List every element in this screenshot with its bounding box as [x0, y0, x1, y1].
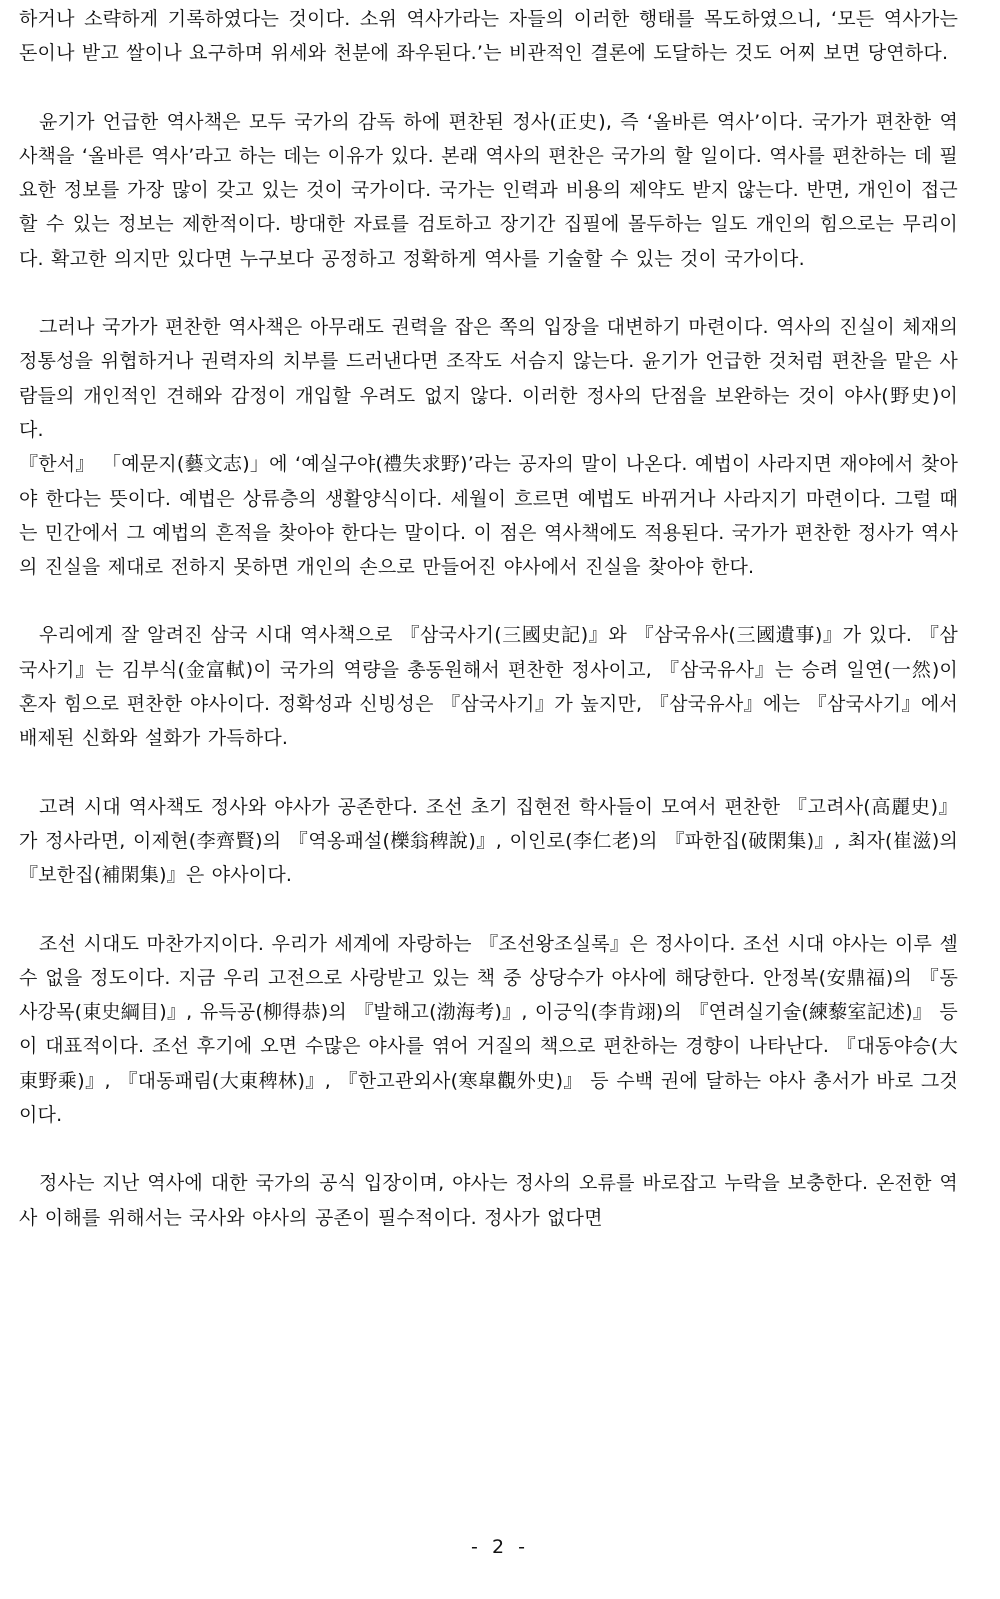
paragraph-continued: 하거나 소략하게 기록하였다는 것이다. 소위 역사가라는 자들의 이러한 행태를 목도하였으니, ‘모든 역사가는 돈이나 받고 쌀이나 요구하며 위세와 천분에 좌우된다.’는 비관적인 결론에 도달하는 것도 어찌 보면 당연하다.	[19, 8, 958, 65]
paragraph-three-kingdoms: 우리에게 잘 알려진 삼국 시대 역사책으로 『삼국사기(三國史記)』와 『삼국유사(三國遺事)』가 있다. 『삼국사기』는 김부식(金富軾)이 국가의 역량을 총동원해서 편찬한 정사이고, 『삼국유사』는 승려 일연(一然)이 혼자 힘으로 편찬한 야사이다. 정확성과 신빙성은 『삼국사기』가 높지만, 『삼국유사』에는 『삼국사기』에서 배제된 신화와 설화가 가득하다.	[19, 624, 958, 750]
paragraph-goryeo: 고려 시대 역사책도 정사와 야사가 공존한다. 조선 초기 집현전 학사들이 모여서 편찬한 『고려사(高麗史)』가 정사라면, 이제현(李齊賢)의 『역옹패설(櫟翁稗說)』, 이인로(李仁老)의 『파한집(破閑集)』, 최자(崔滋)의 『보한집(補閑集)』은 야사이다.	[19, 795, 958, 887]
page-number: - 2 -	[471, 1536, 529, 1558]
paragraph-conclusion: 정사는 지난 역사에 대한 국가의 공식 입장이며, 야사는 정사의 오류를 바로잡고 누락을 보충한다. 온전한 역사 이해를 위해서는 국사와 야사의 공존이 필수적이다. 정사가 없다면	[19, 1172, 958, 1229]
paragraph-official-history: 윤기가 언급한 역사책은 모두 국가의 감독 하에 편찬된 정사(正史), 즉 ‘올바른 역사’이다. 국가가 편찬한 역사책을 ‘올바른 역사’라고 하는 데는 이유가 있다. 본래 역사의 편찬은 국가의 할 일이다. 역사를 편찬하는 데 필요한 정보를 가장 많이 갖고 있는 것이 국가이다. 국가는 인력과 비용의 제약도 받지 않는다. 반면, 개인이 접근할 수 있는 정보는 제한적이다. 방대한 자료를 검토하고 장기간 집필에 몰두하는 일도 개인의 힘으로는 무리이다. 확고한 의지만 있다면 누구보다 공정하고 정확하게 역사를 기술할 수 있는 것이 국가이다.	[19, 110, 958, 270]
paragraph-joseon: 조선 시대도 마찬가지이다. 우리가 세계에 자랑하는 『조선왕조실록』은 정사이다. 조선 시대 야사는 이루 셀 수 없을 정도이다. 지금 우리 고전으로 사랑받고 있는 책 중 상당수가 야사에 해당한다. 안정복(安鼎福)의 『동사강목(東史綱目)』, 유득공(柳得恭)의 『발해고(渤海考)』, 이긍익(李肯翊)의 『연려실기술(練藜室記述)』 등이 대표적이다. 조선 후기에 오면 수많은 야사를 엮어 거질의 책으로 편찬하는 경향이 나타난다. 『대동야승(大東野乘)』, 『대동패림(大東稗林)』, 『한고관외사(寒皐觀外史)』 등 수백 권에 달하는 야사 총서가 바로 그것이다.	[19, 932, 958, 1127]
paragraph-state-bias: 그러나 국가가 편찬한 역사책은 아무래도 권력을 잡은 쪽의 입장을 대변하기 마련이다. 역사의 진실이 체재의 정통성을 위협하거나 권력자의 치부를 드러낸다면 조작도 서슴지 않는다. 윤기가 언급한 것처럼 편찬을 맡은 사람들의 개인적인 견해와 감정이 개입할 우려도 없지 않다. 이러한 정사의 단점을 보완하는 것이 야사(野史)이다.	[19, 316, 958, 441]
paragraph-hanseo-quote: 『한서』 「예문지(藝文志)」에 ‘예실구야(禮失求野)’라는 공자의 말이 나온다. 예법이 사라지면 재야에서 찾아야 한다는 뜻이다. 예법은 상류층의 생활양식이다. 세월이 흐르면 예법도 바뀌거나 사라지기 마련이다. 그럴 때는 민간에서 그 예법의 흔적을 찾아야 한다는 말이다. 이 점은 역사책에도 적용된다. 국가가 편찬한 정사가 역사의 진실을 제대로 전하지 못하면 개인의 손으로 만들어진 야사에서 진실을 찾아야 한다.	[19, 453, 958, 579]
